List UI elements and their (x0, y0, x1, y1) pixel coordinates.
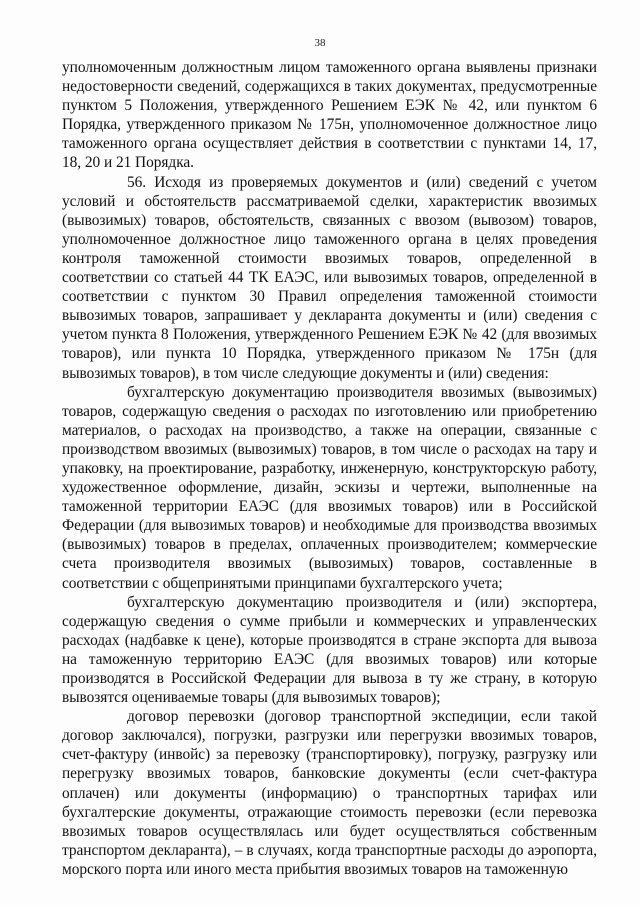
paragraph-item-56: 56. Исходя из проверяемых документов и (или) сведений с учетом условий и обстоятельств рассматриваемой сделки, характеристик ввозимых (вывозимых) товаров, обстоятельств, связанных с ввозом (вывозом) товаров, уполномоченное должностное лицо таможенного органа в целях проведения контроля таможенной стоимости ввозимых товаров, определенной в соответствии со статьей 44 ТК ЕАЭС, или вывозимых товаров, определенной в соответствии с пунктом 30 Правил определения таможенной стоимости вывозимых товаров, запрашивает у декларанта документы и (или) сведения с учетом пункта 8 Положения, утвержденного Решением ЕЭК № 42 (для ввозимых товаров), или пункта 10 Порядка, утвержденного приказом № 175н (для вывозимых товаров), в том числе следующие документы и (или) сведения: (62, 173, 597, 382)
paragraph-accounting-docs-producer: бухгалтерскую документацию производителя ввозимых (вывозимых) товаров, содержащую сведения о расходах по изготовлению или приобретению материалов, о расходах на производство, а также на операции, связанные с производством ввозимых (вывозимых) товаров, в том числе о расходах на тару и упаковку, на проектирование, разработку, инженерную, конструкторскую работу, художественное оформление, дизайн, эскизы и чертежи, выполненные на таможенной территории ЕАЭС (для ввозимых товаров) или в Российской Федерации (для вывозимых товаров) и необходимые для производства ввозимых (вывозимых) товаров в пределах, оплаченных производителем; коммерческие счета производителя ввозимых (вывозимых) товаров, составленные в соответствии с общепринятыми принципами бухгалтерского учета; (62, 383, 597, 592)
paragraph-continuation: уполномоченным должностным лицом таможенного органа выявлены признаки недостоверности сведений, содержащихся в таких документах, предусмотренные пунктом 5 Положения, утвержденного Решением ЕЭК № 42, или пунктом 6 Порядка, утвержденного приказом № 175н, уполномоченное должностное лицо таможенного органа осуществляет действия в соответствии с пунктами 14, 17, 18, 20 и 21 Порядка. (62, 59, 597, 172)
paragraph-accounting-docs-profit: бухгалтерскую документацию производителя и (или) экспортера, содержащую сведения о сумме прибыли и коммерческих и управленческих расходах (надбавке к цене), которые производятся в стране экспорта для вывоза на таможенную территорию ЕАЭС (для ввозимых товаров) или которые производятся в Российской Федерации для вывоза в ту же страну, в которую вывозятся оцениваемые товары (для вывозимых товаров); (62, 593, 597, 707)
document-body (62, 58, 597, 879)
page-number: 38 (314, 37, 326, 49)
paragraph-transport-contract: договор перевозки (договор транспортной экспедиции, если такой договор заключался), погрузки, разгрузки или перегрузки ввозимых товаров, счет-фактуру (инвойс) за перевозку (транспортировку), погрузку, разгрузку или перегрузку ввозимых товаров, банковские документы (если счет-фактура оплачен) или документы (информацию) о транспортных тарифах или бухгалтерские документы, отражающие стоимость перевозки (если перевозка ввозимых товаров осуществлялась или будет осуществляться собственным транспортом декларанта), – в случаях, когда транспортные расходы до аэропорта, морского порта или иного места прибытия ввозимых товаров на таможенную (62, 708, 597, 878)
